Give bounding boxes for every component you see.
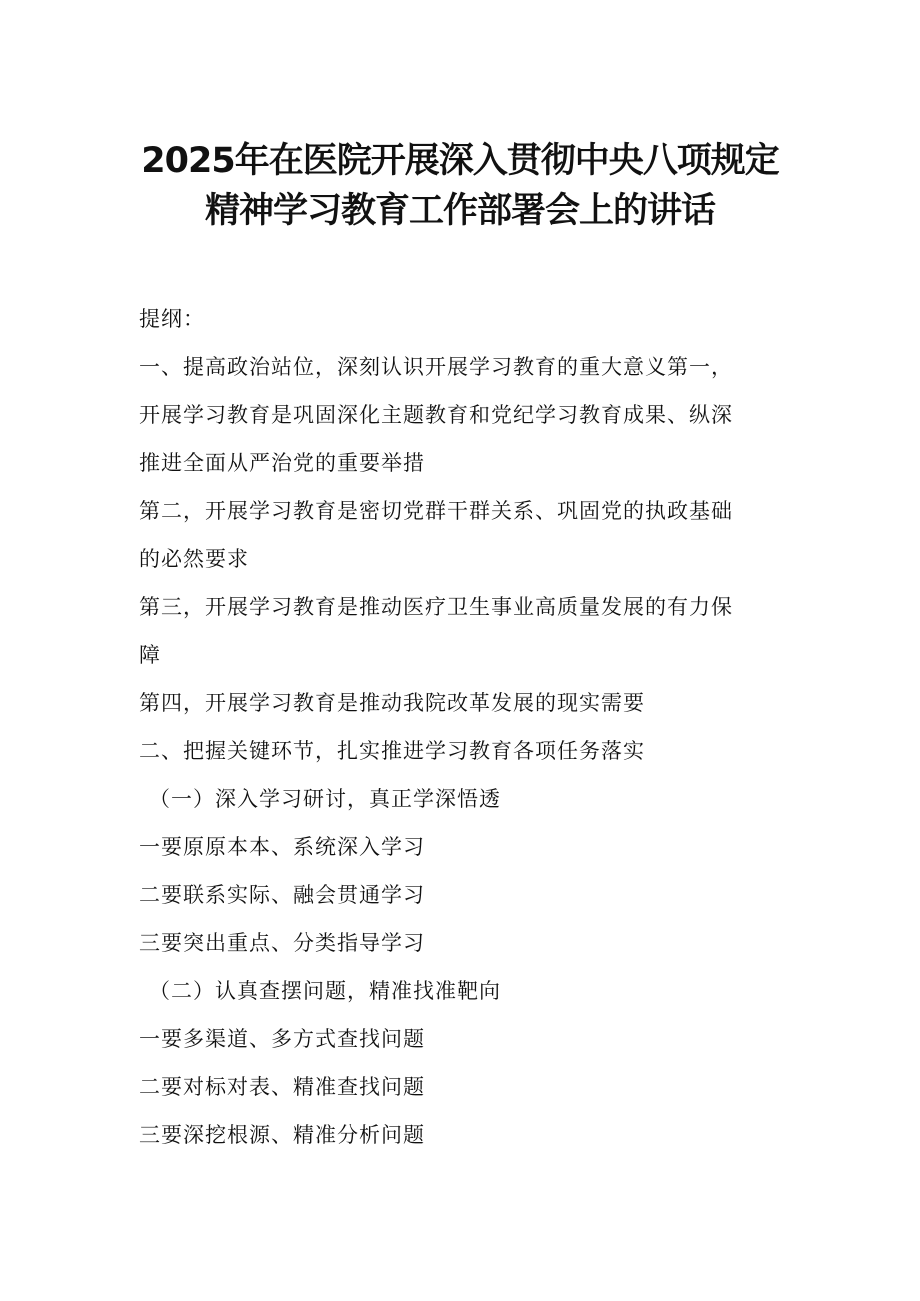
body-line: 障 (139, 643, 161, 667)
body-line: 的必然要求 (139, 547, 249, 571)
body-line: 一要多渠道、多方式查找问题 (139, 1027, 425, 1051)
body-line: 二要联系实际、融会贯通学习 (139, 883, 425, 907)
body-line: 一、提高政治站位，深刻认识开展学习教育的重大意义第一， (139, 355, 733, 379)
subsection-heading: （一）深入学习研讨，真正学深悟透 (149, 787, 501, 811)
outline-label: 提纲： (139, 307, 205, 331)
document-body (139, 295, 769, 1159)
body-line: 三要突出重点、分类指导学习 (139, 931, 425, 955)
body-line: 第四，开展学习教育是推动我院改革发展的现实需要 (139, 691, 645, 715)
body-line: 第二，开展学习教育是密切党群干群关系、巩固党的执政基础 (139, 499, 733, 523)
body-line: 三要深挖根源、精准分析问题 (139, 1123, 425, 1147)
body-line: 一要原原本本、系统深入学习 (139, 835, 425, 859)
body-line: 推进全面从严治党的重要举措 (139, 451, 425, 475)
body-line: 二、把握关键环节，扎实推进学习教育各项任务落实 (139, 739, 645, 763)
body-line: 开展学习教育是巩固深化主题教育和党纪学习教育成果、纵深 (139, 403, 733, 427)
subsection-heading: （二）认真查摆问题，精准找准靶向 (149, 979, 501, 1003)
document-title-line-1: 2025年在医院开展深入贯彻中央八项规定 (141, 141, 779, 181)
document-title-line-2: 精神学习教育工作部署会上的讲话 (204, 191, 715, 231)
body-line: 二要对标对表、精准查找问题 (139, 1075, 425, 1099)
body-line: 第三，开展学习教育是推动医疗卫生事业高质量发展的有力保 (139, 595, 733, 619)
